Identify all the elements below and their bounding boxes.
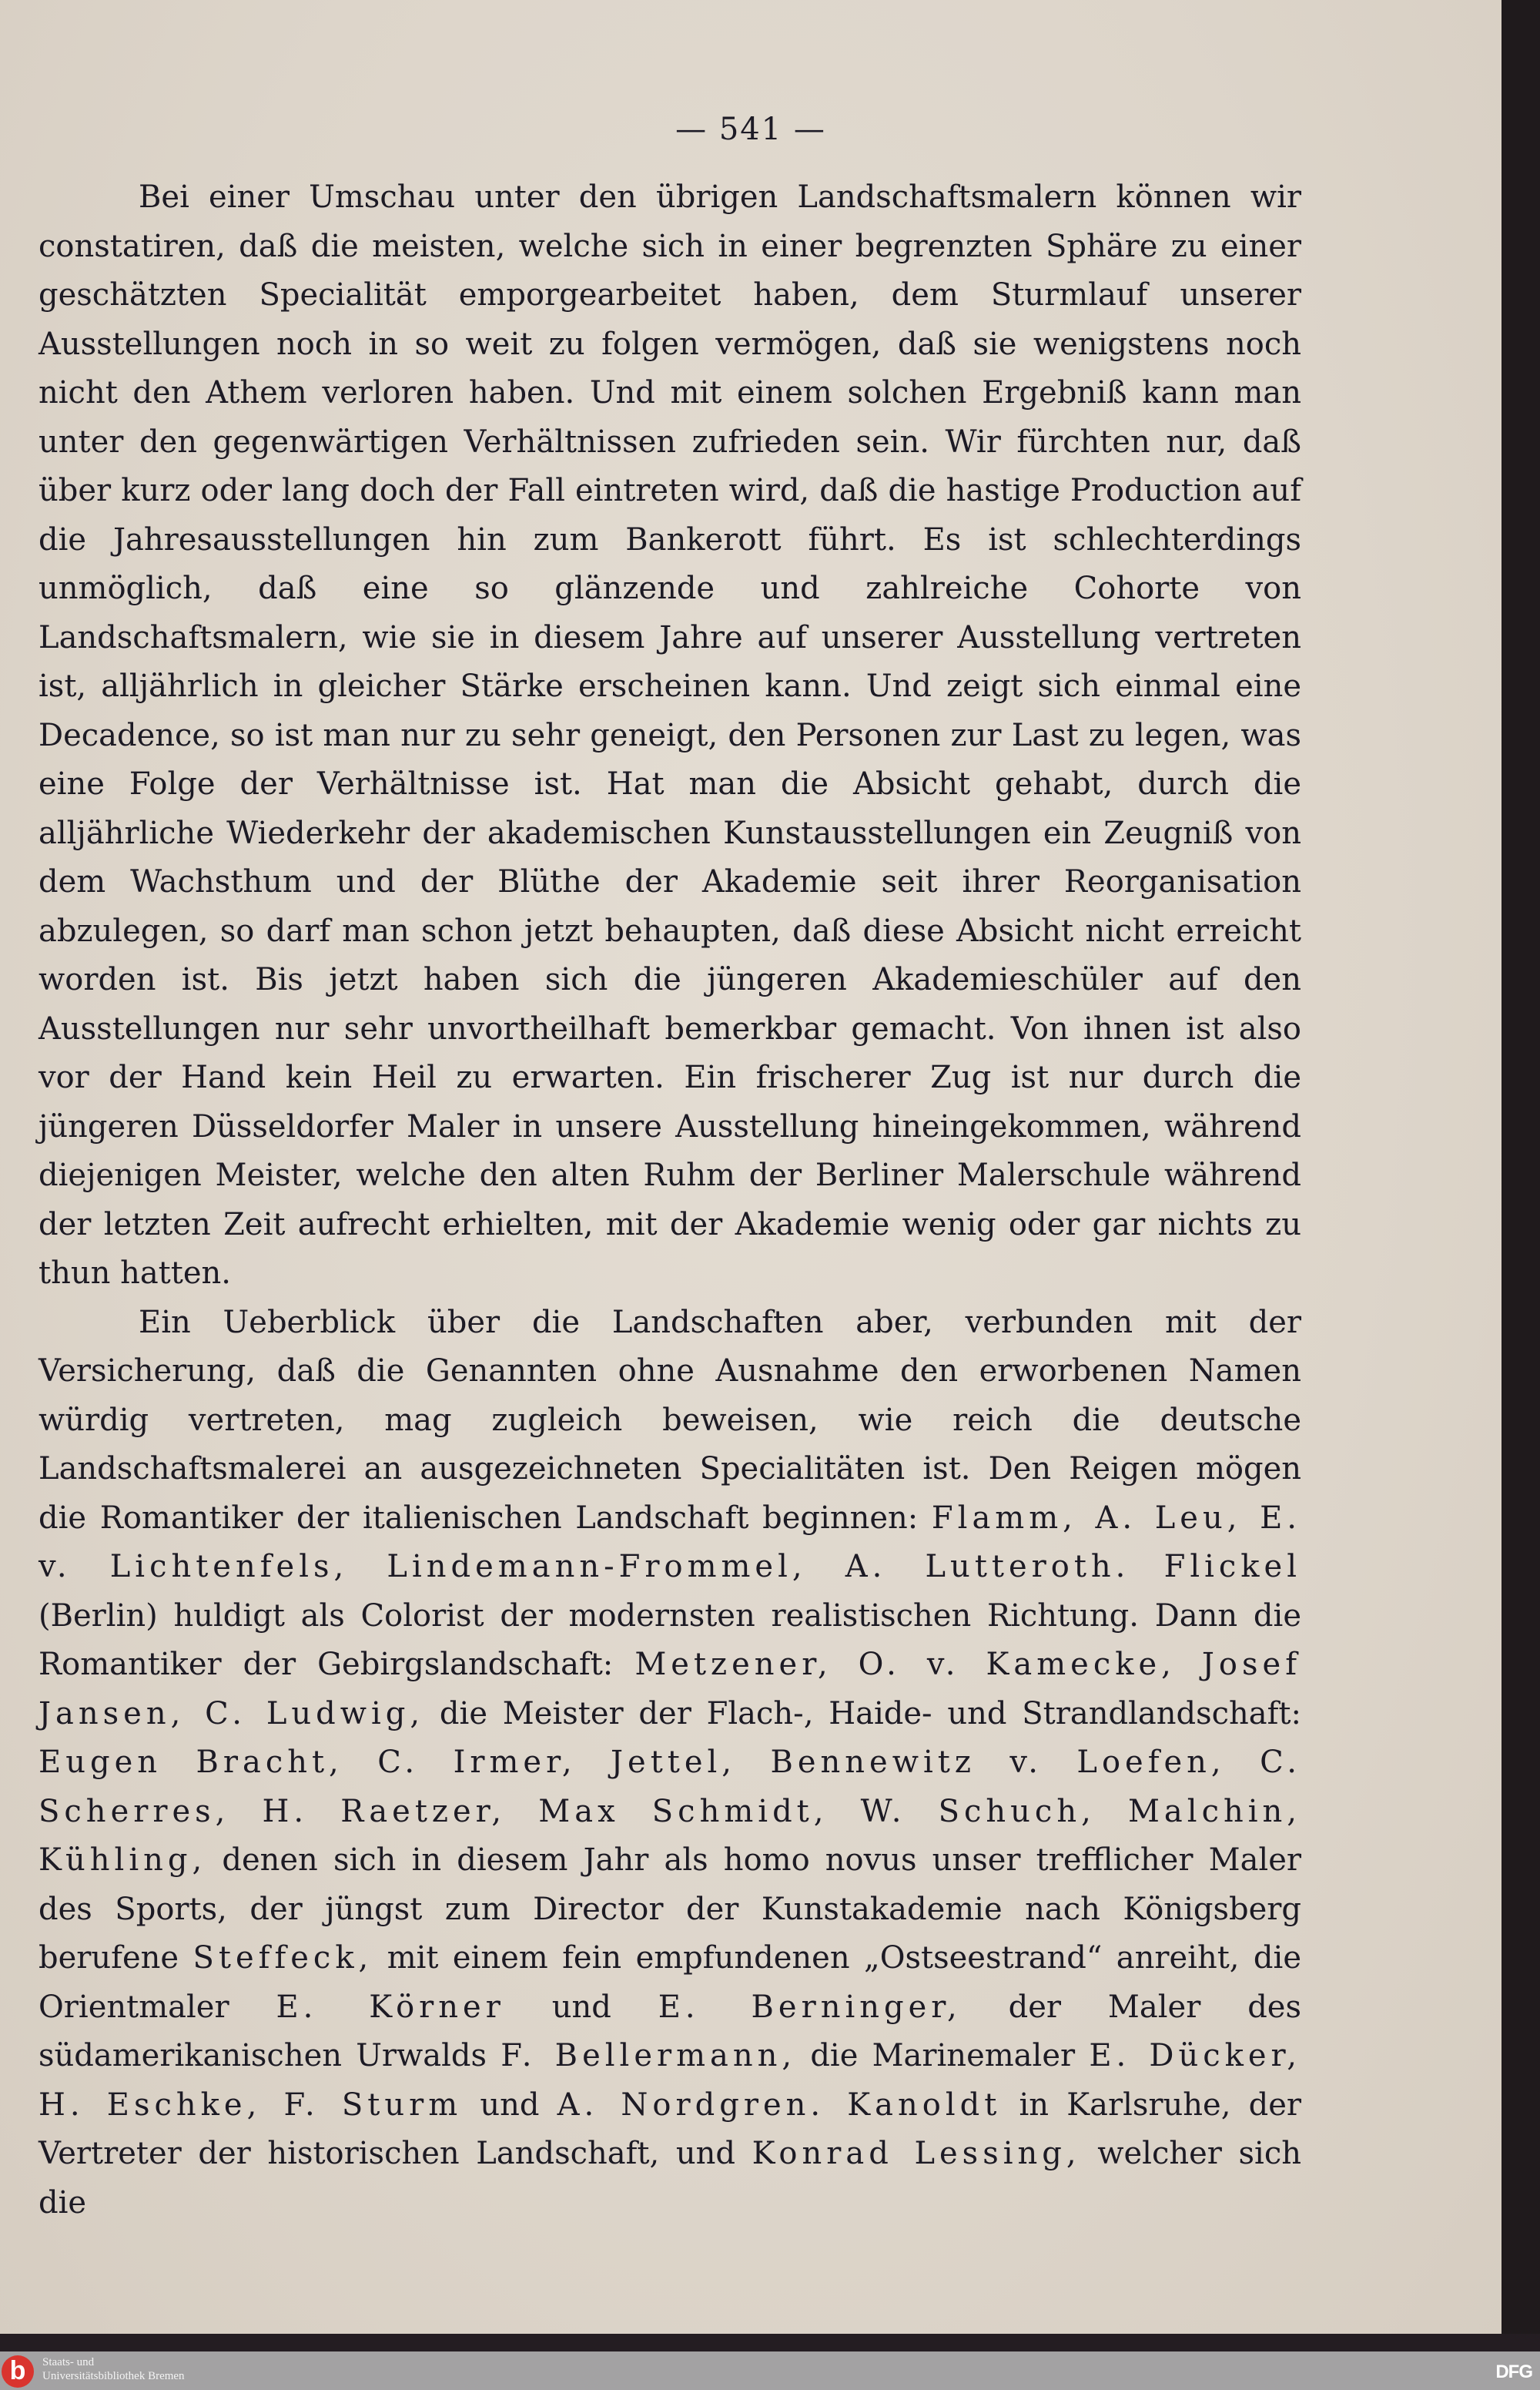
scan-edge bbox=[1502, 0, 1540, 2351]
scan-background bbox=[0, 2334, 1540, 2351]
library-name-line-1: Staats- und bbox=[42, 2356, 95, 2368]
text-segment: welcher sich die bbox=[38, 2136, 1302, 2221]
text-segment: (Berlin) huldigt als Colorist der modernsten realistischen Richtung. Dann die Romantiker der Gebirgslandschaft: bbox=[38, 1597, 1301, 1682]
spaced-name-text: Metzener, O. v. Kamecke, Josef Jansen, C. Ludwig, bbox=[38, 1647, 1301, 1731]
text-segment: und bbox=[504, 1989, 658, 2025]
text-segment: der Maler des südamerikanischen Urwalds bbox=[38, 1989, 1302, 2073]
spaced-name-text: A. Nordgren. Kanoldt bbox=[557, 2087, 1002, 2123]
library-logo-icon: b bbox=[2, 2355, 34, 2388]
text-segment bbox=[1130, 1549, 1163, 1584]
spaced-name-text: Konrad Lessing, bbox=[752, 2136, 1081, 2171]
dfg-logo: DFG bbox=[1495, 2362, 1532, 2382]
spaced-name-text: Eugen Bracht, C. Irmer, Jettel, Bennewitz v. Loefen, C. Scherres, H. Raetzer, Max Schmidt, W. Schuch, Malchin, Kühling, bbox=[38, 1745, 1301, 1878]
text-segment: Ein Ueberblick über die Landschaften aber, verbunden mit der Versicherung, daß die Genannten ohne Ausnahme den erworbenen Namen würdig vertreten, mag zugleich beweisen, wie reich die deutsche Landschaftsmalerei an ausgezeichneten Specialitäten ist. Den Reigen mögen die Romantiker der italienischen Landschaft beginnen: bbox=[38, 1304, 1301, 1536]
page-number: — 541 — bbox=[675, 112, 826, 147]
text-segment: denen sich in diesem Jahr als homo novus unser trefflicher Maler des Sports, der jüngst zum Director der Kunstakademie nach Königsberg berufene bbox=[38, 1842, 1301, 1976]
spaced-name-text: E. Körner bbox=[276, 1989, 505, 2025]
spaced-name-text: F. Bellermann, bbox=[500, 2038, 797, 2073]
text-segment: Bei einer Umschau unter den übrigen Landschaftsmalern können wir constatiren, daß die meisten, welche sich in einer begrenzten Sphäre zu einer geschätzten Specialität emporgearbeitet haben, dem Sturmlauf unserer Ausstellungen noch in so weit zu folgen vermögen, daß sie wenigstens noch nicht den Athem verloren haben. Und mit einem solchen Ergebniß kann man unter den gegenwärtigen Verhältnissen zufrieden sein. Wir fürchten nur, daß über kurz oder lang doch der Fall eintreten wird, daß die hastige Production auf die Jahresausstellungen hin zum Bankerott führt. Es ist schlechterdings unmöglich, daß eine so glänzende und zahlreiche Cohorte von Landschaftsmalern, wie sie in diesem Jahre auf unserer Ausstellung vertreten ist, alljährlich in gleicher Stärke erscheinen kann. Und zeigt sich einmal eine Decadence, so ist man nur zu sehr geneigt, den Personen zur Last zu legen, was eine Folge der Verhältnisse ist. Hat man die Absicht gehabt, durch die alljährliche Wiederkehr der akademischen Kunstausstellungen ein Zeugniß von dem Wachsthum und der Blüthe der Akademie seit ihrer Reorganisation abzulegen, so darf man schon jetzt behaupten, daß diese Absicht nicht erreicht worden ist. Bis jetzt haben sich die jüngeren Akademieschüler auf den Ausstellungen nur sehr unvortheilhaft bemerkbar gemacht. Von ihnen ist also vor der Hand kein Heil zu erwarten. Ein frischerer Zug ist nur durch die jüngeren Düsseldorfer Maler in unsere Ausstellung hineingekommen, während diejenigen Meister, welche den alten Ruhm der Berliner Malerschule während der letzten Zeit aufrecht erhielten, mit der Akademie wenig oder gar nichts zu thun hatten. bbox=[38, 179, 1301, 1291]
spaced-name-text: Flickel bbox=[1163, 1549, 1302, 1584]
text-segment: die Marinemaler bbox=[796, 2038, 1090, 2073]
footer-bar bbox=[0, 2351, 1540, 2390]
text-segment: mit einem fein empfundenen „Ostseestrand“ anreiht, die Orientmaler bbox=[38, 1940, 1301, 2025]
library-name bbox=[42, 2355, 185, 2383]
paragraph-1 bbox=[38, 173, 1301, 1299]
text-segment: die Meister der Flach-, Haide- und Strandlandschaft: bbox=[424, 1695, 1301, 1731]
spaced-name-text: Flamm, A. Leu, E. v. Lichtenfels, Lindemann-Frommel, A. Lutteroth. bbox=[38, 1500, 1301, 1584]
spaced-name-text: E. Dücker, H. Eschke, F. Sturm bbox=[38, 2038, 1302, 2123]
text-segment: und bbox=[462, 2087, 557, 2123]
paragraph-2 bbox=[38, 1299, 1301, 2228]
spaced-name-text: Steffeck, bbox=[192, 1940, 373, 1976]
spaced-name-text: E. Berninger, bbox=[658, 1989, 962, 2025]
body-text bbox=[38, 173, 1301, 2227]
library-name-line-2: Universitätsbibliothek Bremen bbox=[42, 2370, 185, 2382]
text-segment: in Karlsruhe, der Vertreter der historischen Landschaft, und bbox=[38, 2087, 1301, 2171]
